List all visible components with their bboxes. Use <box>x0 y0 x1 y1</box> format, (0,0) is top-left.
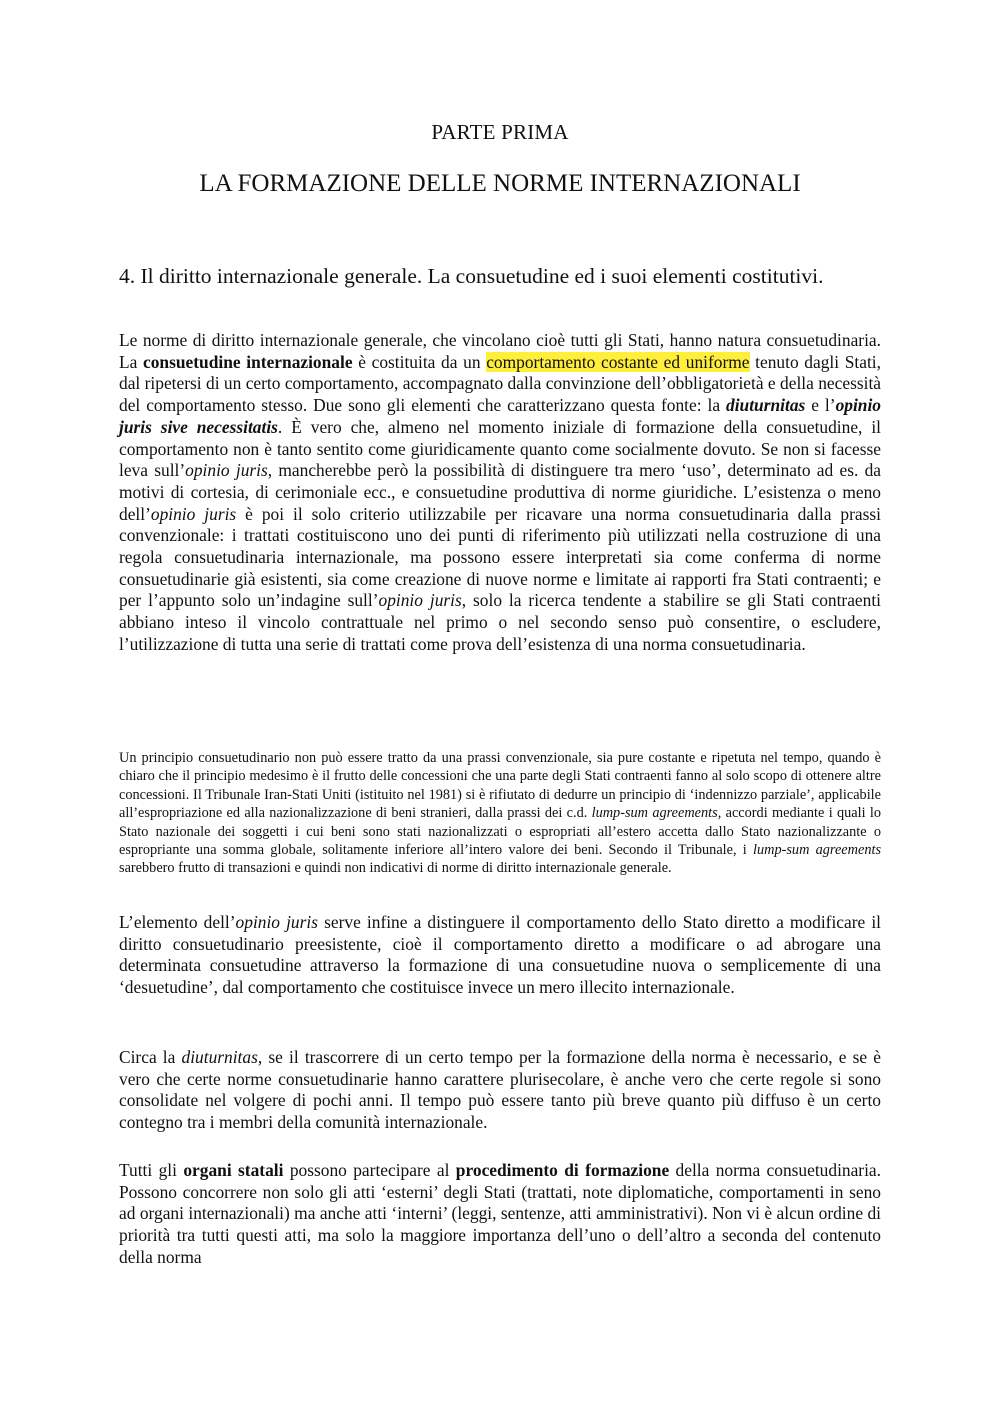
italic-term: lump-sum agreements <box>753 842 882 859</box>
italic-term: opinio juris <box>378 590 462 611</box>
text-run: L’elemento dell’ <box>119 912 236 932</box>
text-run: tenuto dagli Stati, dal ripetersi di un certo comportamento, accompagnato dalla convinzione dell’obbligatorietà e della necessità del comportamento stesso. Due sono gli elementi che caratterizzano questa fonte: la <box>119 351 881 416</box>
text-run: e l’ <box>805 395 836 416</box>
bold-term: organi statali <box>183 1160 284 1180</box>
paragraph-opinio-juris <box>119 912 881 999</box>
bold-italic-term: diuturnitas <box>726 395 806 416</box>
section-heading: 4. Il diritto internazionale generale. La consuetudine ed i suoi elementi costitutivi. <box>119 264 824 288</box>
text-run: Le norme di diritto internazionale generale, che vincolano cioè tutti gli Stati, hanno natura consuetudinaria. La <box>119 330 881 372</box>
highlighted-text: comportamento costante ed uniforme <box>486 351 750 372</box>
bold-italic-term: opinio juris sive necessitatis <box>119 395 881 437</box>
bold-term: consuetudine internazionale <box>143 351 353 372</box>
text-run: , accordi mediante i quali lo Stato nazionale dei soggetti i cui beni sono stati nazionalizzati o espropriati all’estero accetta dallo Stato nazionalizzante o espropriante una somma globale, solitamente inferiore all’intero valore dei beni. Secondo il Tribunale, i <box>119 805 882 859</box>
italic-term: opinio juris <box>185 460 268 481</box>
italic-term: diuturnitas <box>181 1047 258 1067</box>
text-run: possono partecipare al <box>283 1160 456 1180</box>
text-run: sarebbero frutto di transazioni e quindi non indicativi di norme di diritto internazionale generale. <box>119 860 672 877</box>
paragraph-organi-statali <box>119 1160 881 1269</box>
text-run: . È vero che, almeno nel momento iniziale di formazione della consuetudine, il comportamento non è tanto sentito come giuridicamente quanto come socialmente dovuto. Se non si facesse leva sull’ <box>119 416 881 481</box>
text-run: Circa la <box>119 1047 182 1067</box>
text-run: è costituita da un <box>352 351 487 372</box>
paragraph-note-tribunale <box>119 749 881 878</box>
italic-term: opinio juris <box>150 503 237 524</box>
italic-term: lump-sum agreements <box>591 805 718 822</box>
paragraph-consuetudine <box>119 330 881 656</box>
italic-term: opinio juris <box>235 912 318 932</box>
text-run: , se il trascorrere di un certo tempo per la formazione della norma è necessario, e se è vero che certe norme consuetudinarie hanno carattere plurisecolare, è anche vero che certe regole si sono consolidate nel volgere di pochi anni. Il tempo può essere tanto più breve quanto più diffuso è un certo contegno tra i membri della comunità internazionale. <box>119 1047 881 1133</box>
text-run: Un principio consuetudinario non può essere tratto da una prassi convenzionale, sia pure costante e ripetuta nel tempo, quando è chiaro che il principio medesimo è il frutto delle concessioni che una parte degli Stati contraenti fanno al solo scopo di ottenere altre concessioni. Il Tribunale Iran-Stati Uniti (istituito nel 1981) si è rifiutato di dedurre un principio di ‘indennizzo parziale’, applicabile all’espropriazione ed alla nazionalizzazione di beni stranieri, dalla prassi dei c.d. <box>119 750 881 822</box>
part-label: PARTE PRIMA <box>431 120 569 144</box>
bold-term: procedimento di formazione <box>455 1160 670 1180</box>
text-run: , solo la ricerca tendente a stabilire se gli Stati contraenti abbiano inteso il vincolo contrattuale nel primo o nel secondo senso può consentire, o escludere, l’utilizzazione di tutta una serie di trattati come prova dell’esistenza di una norma consuetudinaria. <box>119 590 882 654</box>
text-run: serve infine a distinguere il comportamento dello Stato diretto a modificare il diritto consuetudinario preesistente, cioè il comportamento diretto a modificare o ad abrogare una determinata consuetudine attraverso la formazione di una consuetudine nuova o semplicemente di una ‘desuetudine’, dal comportamento che costituisce invece un mero illecito internazionale. <box>119 912 881 998</box>
text-run: Tutti gli <box>119 1160 184 1180</box>
part-title: LA FORMAZIONE DELLE NORME INTERNAZIONALI <box>199 170 801 197</box>
text-run: della norma consuetudinaria. Possono concorrere non solo gli atti ‘esterni’ degli Stati (trattati, note diplomatiche, comportamenti in seno ad organi internazionali) ma anche atti ‘interni’ (leggi, sentenze, atti amministrativi). Non vi è alcun ordine di priorità tra tutti questi atti, ma solo la maggiore importanza dell’uno o dell’altro a seconda del contenuto della norma <box>119 1160 882 1267</box>
paragraph-diuturnitas <box>119 1047 881 1134</box>
text-run: è poi il solo criterio utilizzabile per ricavare una norma consuetudinaria dalla prassi convenzionale: i trattati costituiscono uno dei punti di riferimento più utilizzati nella costruzione di una regola consuetudinaria internazionale, ma possono essere interpretati sia come conferma di norme consuetudinarie già esistenti, sia come creazione di nuove norme e limitate ai rapporti fra Stati contraenti; e per l’appunto solo un’indagine sull’ <box>119 503 882 611</box>
text-run: , mancherebbe però la possibilità di distinguere tra mero ‘uso’, determinato ad es. da motivi di cortesia, di cerimoniale ecc., e consuetudine produttiva di norme giuridiche. L’esistenza o meno dell’ <box>119 460 881 524</box>
